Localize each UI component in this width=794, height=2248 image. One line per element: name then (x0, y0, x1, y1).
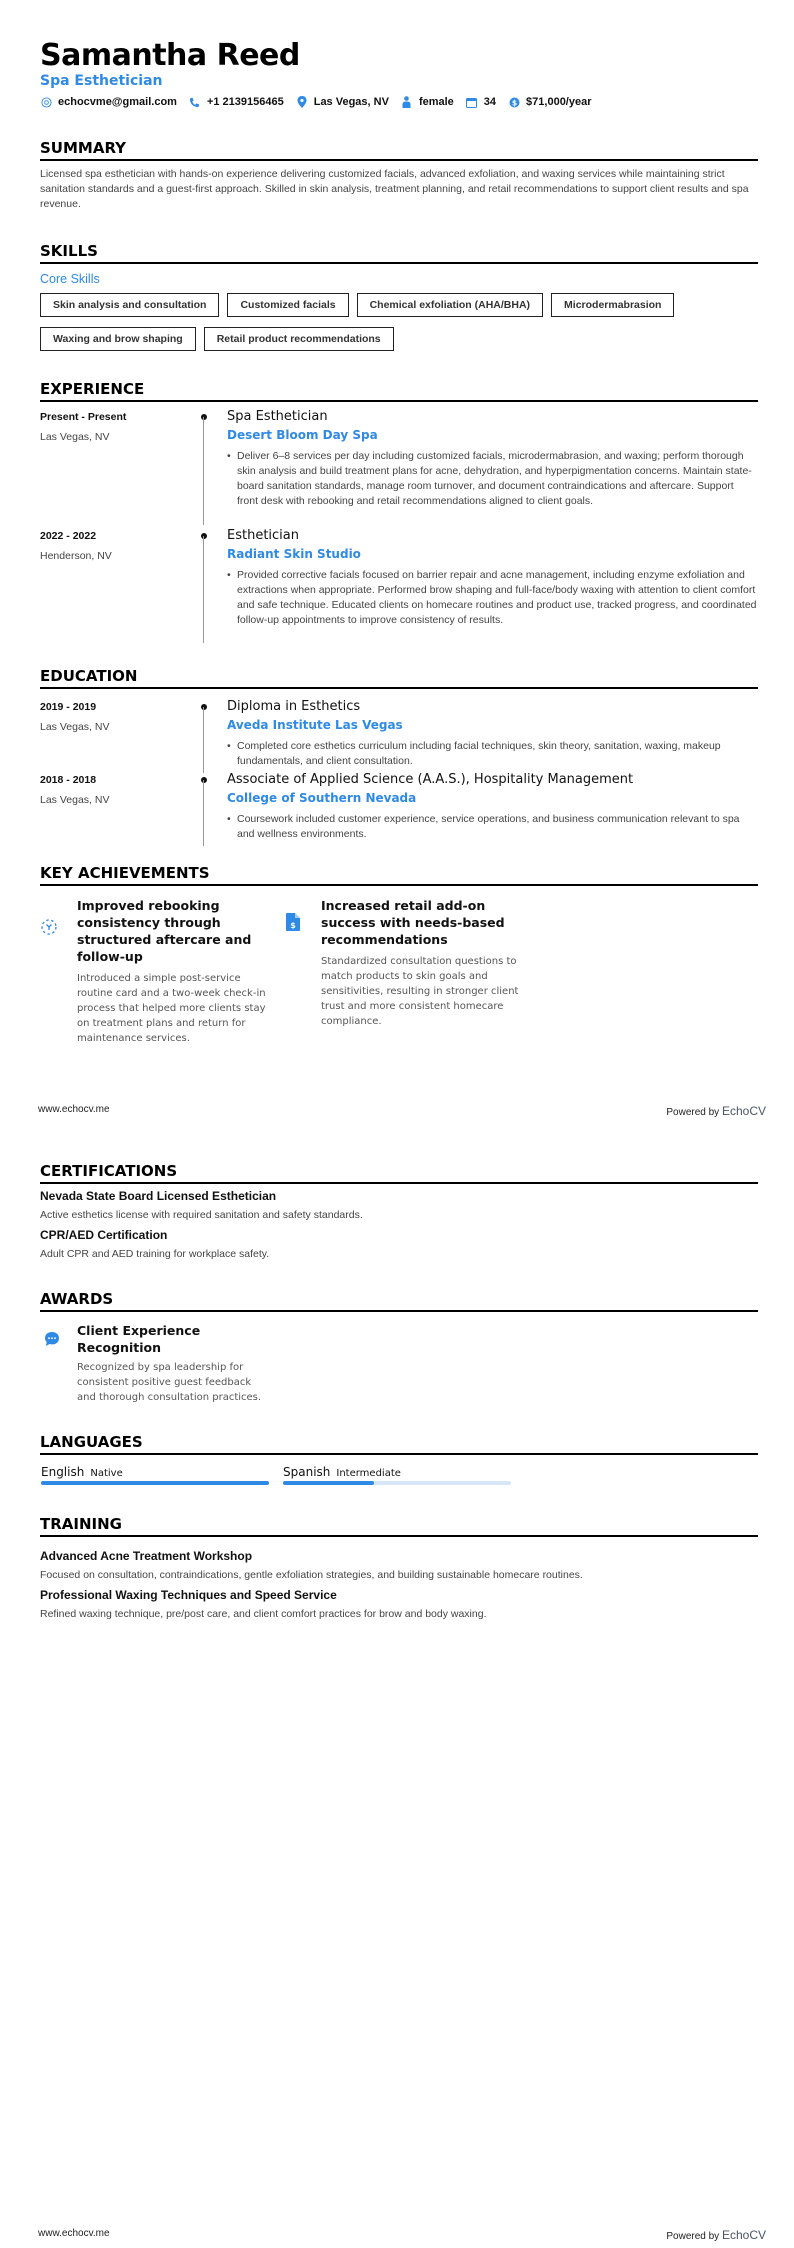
certification-title: CPR/AED Certification (40, 1228, 168, 1242)
skill-chip: Waxing and brow shaping (40, 327, 196, 351)
section-heading-languages: LANGUAGES (40, 1433, 758, 1455)
section-heading-achievements: KEY ACHIEVEMENTS (40, 864, 758, 886)
language-level: Native (90, 1468, 123, 1479)
skill-chip: Skin analysis and consultation (40, 293, 219, 317)
education-entry (40, 701, 758, 771)
timeline-dot (201, 533, 207, 539)
bullet-item: • Provided corrective facials focused on barrier repair and acne management, including enzyme exfoliation and extractions when appropriate. Performed brow shaping and full-face/body waxing with attention to client comfort and safe technique. Educated clients on homecare routines and product use, tracked progress, and coordinated follow-up appointments to improve consistency of results. (237, 568, 757, 628)
contact-email[interactable]: echocvme@gmail.com (40, 96, 177, 108)
entry-bullets (237, 568, 757, 628)
bullet-item: • Coursework included customer experience, service operations, and business communication relevant to spa and wellness environments. (237, 812, 757, 842)
section-heading-summary: SUMMARY (40, 139, 758, 161)
timeline-dot (201, 704, 207, 710)
focus-target-icon (40, 918, 58, 936)
timeline-line (203, 780, 204, 846)
skill-chips (40, 293, 758, 351)
money-icon (508, 96, 520, 108)
entry-location: Henderson, NV (40, 550, 112, 562)
contact-salary: $ $71,000/year (508, 96, 591, 108)
section-heading-training: TRAINING (40, 1515, 758, 1537)
contact-age: 34 (466, 96, 496, 108)
entry-location: Las Vegas, NV (40, 431, 110, 443)
footer-powered-by: Powered by EchoCV (666, 1104, 766, 1118)
entry-role: Esthetician (227, 528, 299, 543)
skill-chip: Retail product recommendations (204, 327, 394, 351)
experience-entry (40, 530, 758, 640)
invoice-dollar-icon (286, 913, 304, 931)
chat-bubble-icon (44, 1331, 62, 1349)
timeline-line (203, 417, 204, 525)
entry-dates: Present - Present (40, 411, 127, 423)
language-proficiency-fill (41, 1481, 269, 1485)
footer-brand[interactable]: EchoCV (721, 2228, 766, 2242)
entry-organization: Radiant Skin Studio (227, 547, 361, 561)
timeline-line (203, 707, 204, 773)
timeline-dot (201, 414, 207, 420)
bullet-item: • Deliver 6–8 services per day including customized facials, microdermabrasion, and waxing; perform thorough skin analysis and build treatment plans for acne, dehydration, and hyperpigmentation concerns. Maintain state-board sanitation standards, manage room turnover, and document contraindications and aftercare. Support front desk with rebooking and retail recommendations aligned to client goals. (237, 449, 757, 509)
footer-powered-by: Powered by EchoCV (666, 2228, 766, 2242)
entry-degree: Associate of Applied Science (A.A.S.), Hospitality Management (227, 772, 634, 787)
section-heading-experience: EXPERIENCE (40, 380, 758, 402)
skill-chip: Microdermabrasion (551, 293, 674, 317)
achievement-title: Increased retail add-on success with needs-based recommendations (321, 898, 505, 947)
training-description: Focused on consultation, contraindications, gentle exfoliation strategies, and building sustainable homecare routines. (40, 1569, 583, 1581)
skills-subheading: Core Skills (40, 272, 100, 286)
language-english (41, 1463, 271, 1481)
phone-icon (189, 96, 201, 108)
entry-bullets (237, 449, 757, 509)
at-icon (40, 96, 52, 108)
language-proficiency-bar (41, 1481, 269, 1485)
entry-location: Las Vegas, NV (40, 721, 110, 733)
timeline-line (203, 536, 204, 643)
language-spanish (283, 1463, 513, 1481)
training-title: Professional Waxing Techniques and Speed Service (40, 1588, 337, 1602)
location-pin-icon (296, 96, 308, 108)
skill-chip: Customized facials (227, 293, 348, 317)
language-name: English (41, 1465, 85, 1479)
achievement-title: Improved rebooking consistency through structured aftercare and follow-up (77, 898, 252, 964)
certification-description: Active esthetics license with required sanitation and safety standards. (40, 1209, 363, 1221)
entry-organization: Desert Bloom Day Spa (227, 428, 378, 442)
experience-entry (40, 411, 758, 521)
education-entry (40, 774, 758, 844)
section-heading-education: EDUCATION (40, 667, 758, 689)
entry-bullets (237, 812, 757, 842)
contact-phone[interactable]: +1 2139156465 (189, 96, 284, 108)
language-proficiency-fill (283, 1481, 374, 1485)
language-level: Intermediate (336, 1468, 401, 1479)
certification-description: Adult CPR and AED training for workplace safety. (40, 1248, 270, 1260)
footer-brand[interactable]: EchoCV (721, 1104, 766, 1118)
entry-dates: 2022 - 2022 (40, 530, 97, 542)
training-description: Refined waxing technique, pre/post care, and client comfort practices for brow and body waxing. (40, 1608, 487, 1620)
page-footer (0, 1104, 794, 1124)
achievement-description: Introduced a simple post-service routine card and a two-week check-in process that helped more clients stay on treatment plans and return for maintenance services. (77, 973, 266, 1044)
certification-title: Nevada State Board Licensed Esthetician (40, 1189, 277, 1203)
achievement-description: Standardized consultation questions to match products to skin goals and sensitivities, resulting in stronger client trust and more consistent homecare compliance. (321, 956, 519, 1027)
entry-location: Las Vegas, NV (40, 794, 110, 806)
training-title: Advanced Acne Treatment Workshop (40, 1549, 253, 1563)
section-heading-skills: SKILLS (40, 242, 758, 264)
entry-degree: Diploma in Esthetics (227, 699, 361, 714)
calendar-icon (466, 96, 478, 108)
skill-chip: Chemical exfoliation (AHA/BHA) (357, 293, 543, 317)
person-icon (401, 96, 413, 108)
footer-site-link[interactable]: www.echocv.me (38, 1104, 110, 1115)
award-description: Recognized by spa leadership for consistent positive guest feedback and thorough consultation practices. (77, 1362, 262, 1403)
language-proficiency-bar (283, 1481, 511, 1485)
entry-role: Spa Esthetician (227, 409, 328, 424)
award-title: Client Experience Recognition (77, 1323, 201, 1355)
entry-school: Aveda Institute Las Vegas (227, 718, 403, 732)
entry-bullets (237, 739, 757, 769)
language-name: Spanish (283, 1465, 331, 1479)
entry-school: College of Southern Nevada (227, 791, 417, 805)
section-heading-certifications: CERTIFICATIONS (40, 1162, 758, 1184)
entry-dates: 2018 - 2018 (40, 774, 97, 786)
footer-site-link[interactable]: www.echocv.me (38, 2228, 110, 2239)
summary-text: Licensed spa esthetician with hands-on experience delivering customized facials, advanced exfoliation, and waxing services while maintaining strict sanitation standards and a guest-first approach. Skilled in skin analysis, treatment planning, and retail recommendations to support client results and spa revenue. (40, 168, 749, 210)
bullet-item: • Completed core esthetics curriculum including facial techniques, skin theory, sanitation, waxing, makeup fundamentals, and client consultation. (237, 739, 757, 769)
candidate-title: Spa Esthetician (40, 73, 163, 89)
candidate-name: Samantha Reed (40, 38, 300, 73)
svg-text:$: $ (511, 97, 517, 107)
contact-gender: female (401, 96, 454, 108)
entry-dates: 2019 - 2019 (40, 701, 97, 713)
contact-location: Las Vegas, NV (296, 96, 389, 108)
svg-text:$: $ (290, 921, 296, 930)
timeline-dot (201, 777, 207, 783)
contact-bar (40, 96, 604, 108)
page-footer (0, 2228, 794, 2248)
section-heading-awards: AWARDS (40, 1290, 758, 1312)
